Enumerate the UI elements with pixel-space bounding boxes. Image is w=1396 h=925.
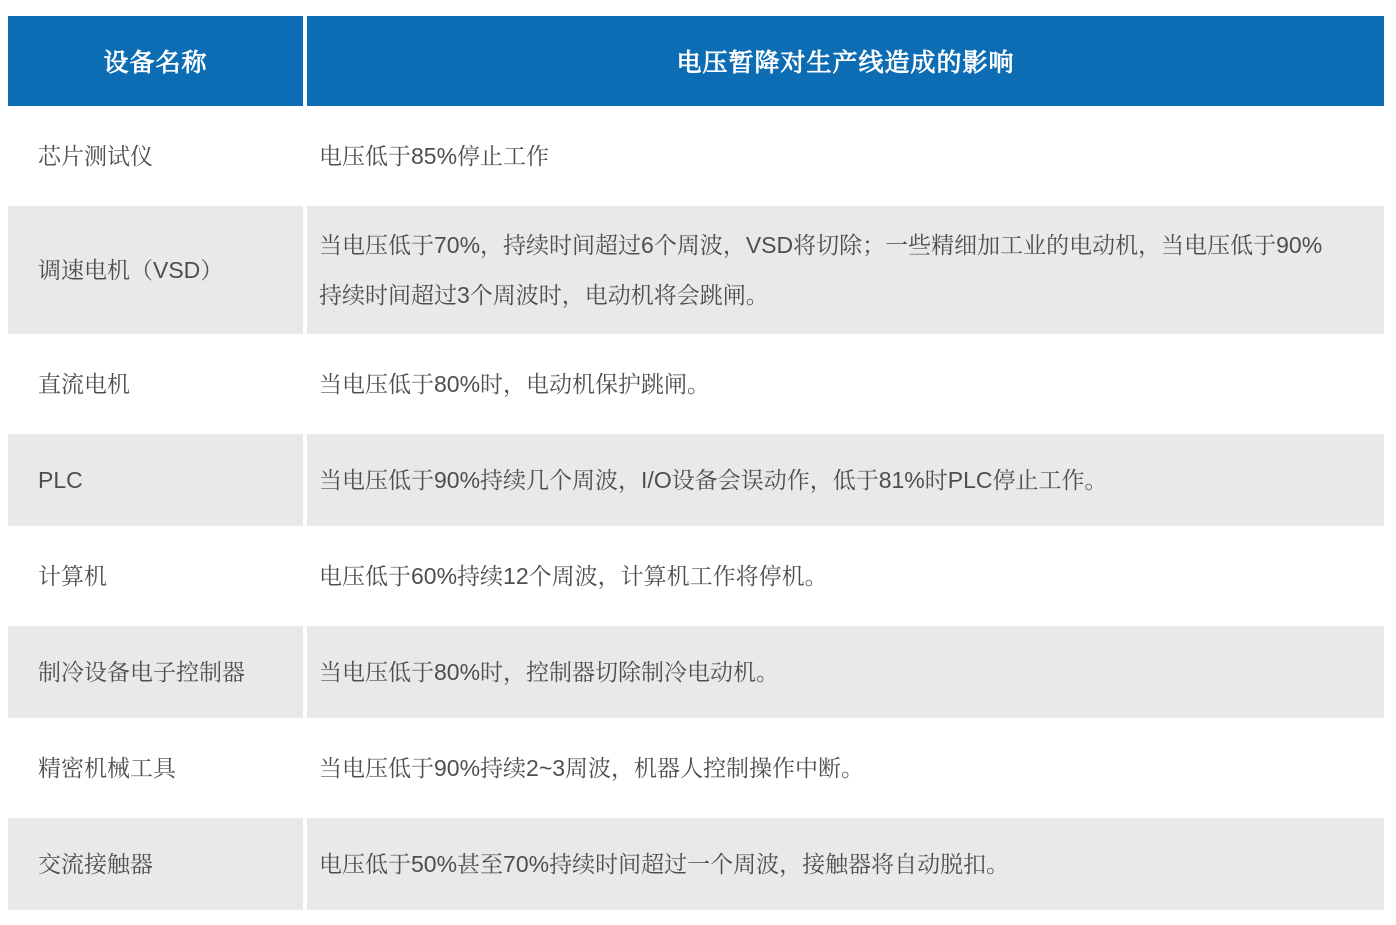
impact-description-cell: 当电压低于90%持续几个周波，I/O设备会误动作，低于81%时PLC停止工作。: [307, 434, 1384, 526]
device-name-cell: PLC: [8, 434, 303, 526]
voltage-sag-impact-table: [8, 16, 1384, 910]
table-row: [8, 434, 1384, 526]
impact-description-cell: 电压低于60%持续12个周波，计算机工作将停机。: [307, 530, 1384, 622]
impact-description-cell: 电压低于50%甚至70%持续时间超过一个周波，接触器将自动脱扣。: [307, 818, 1384, 910]
impact-description-cell: 当电压低于80%时，控制器切除制冷电动机。: [307, 626, 1384, 718]
table-row: [8, 110, 1384, 202]
impact-description-cell: 电压低于85%停止工作: [307, 110, 1384, 202]
column-header-impact: 电压暂降对生产线造成的影响: [307, 16, 1384, 106]
table-row: [8, 206, 1384, 334]
impact-description-cell: 当电压低于70%，持续时间超过6个周波，VSD将切除；一些精细加工业的电动机，当电压低于90%持续时间超过3个周波时，电动机将会跳闸。: [307, 206, 1384, 334]
device-name-cell: 交流接触器: [8, 818, 303, 910]
impact-description-cell: 当电压低于80%时，电动机保护跳闸。: [307, 338, 1384, 430]
table-row: [8, 626, 1384, 718]
impact-description-cell: 当电压低于90%持续2~3周波，机器人控制操作中断。: [307, 722, 1384, 814]
device-name-cell: 制冷设备电子控制器: [8, 626, 303, 718]
device-name-cell: 直流电机: [8, 338, 303, 430]
table-row: [8, 722, 1384, 814]
device-name-cell: 精密机械工具: [8, 722, 303, 814]
table-row: [8, 338, 1384, 430]
table-row: [8, 818, 1384, 910]
table-header-row: [8, 16, 1384, 106]
device-name-cell: 芯片测试仪: [8, 110, 303, 202]
device-name-cell: 调速电机（VSD）: [8, 206, 303, 334]
table-row: [8, 530, 1384, 622]
column-header-device-name: 设备名称: [8, 16, 303, 106]
device-name-cell: 计算机: [8, 530, 303, 622]
